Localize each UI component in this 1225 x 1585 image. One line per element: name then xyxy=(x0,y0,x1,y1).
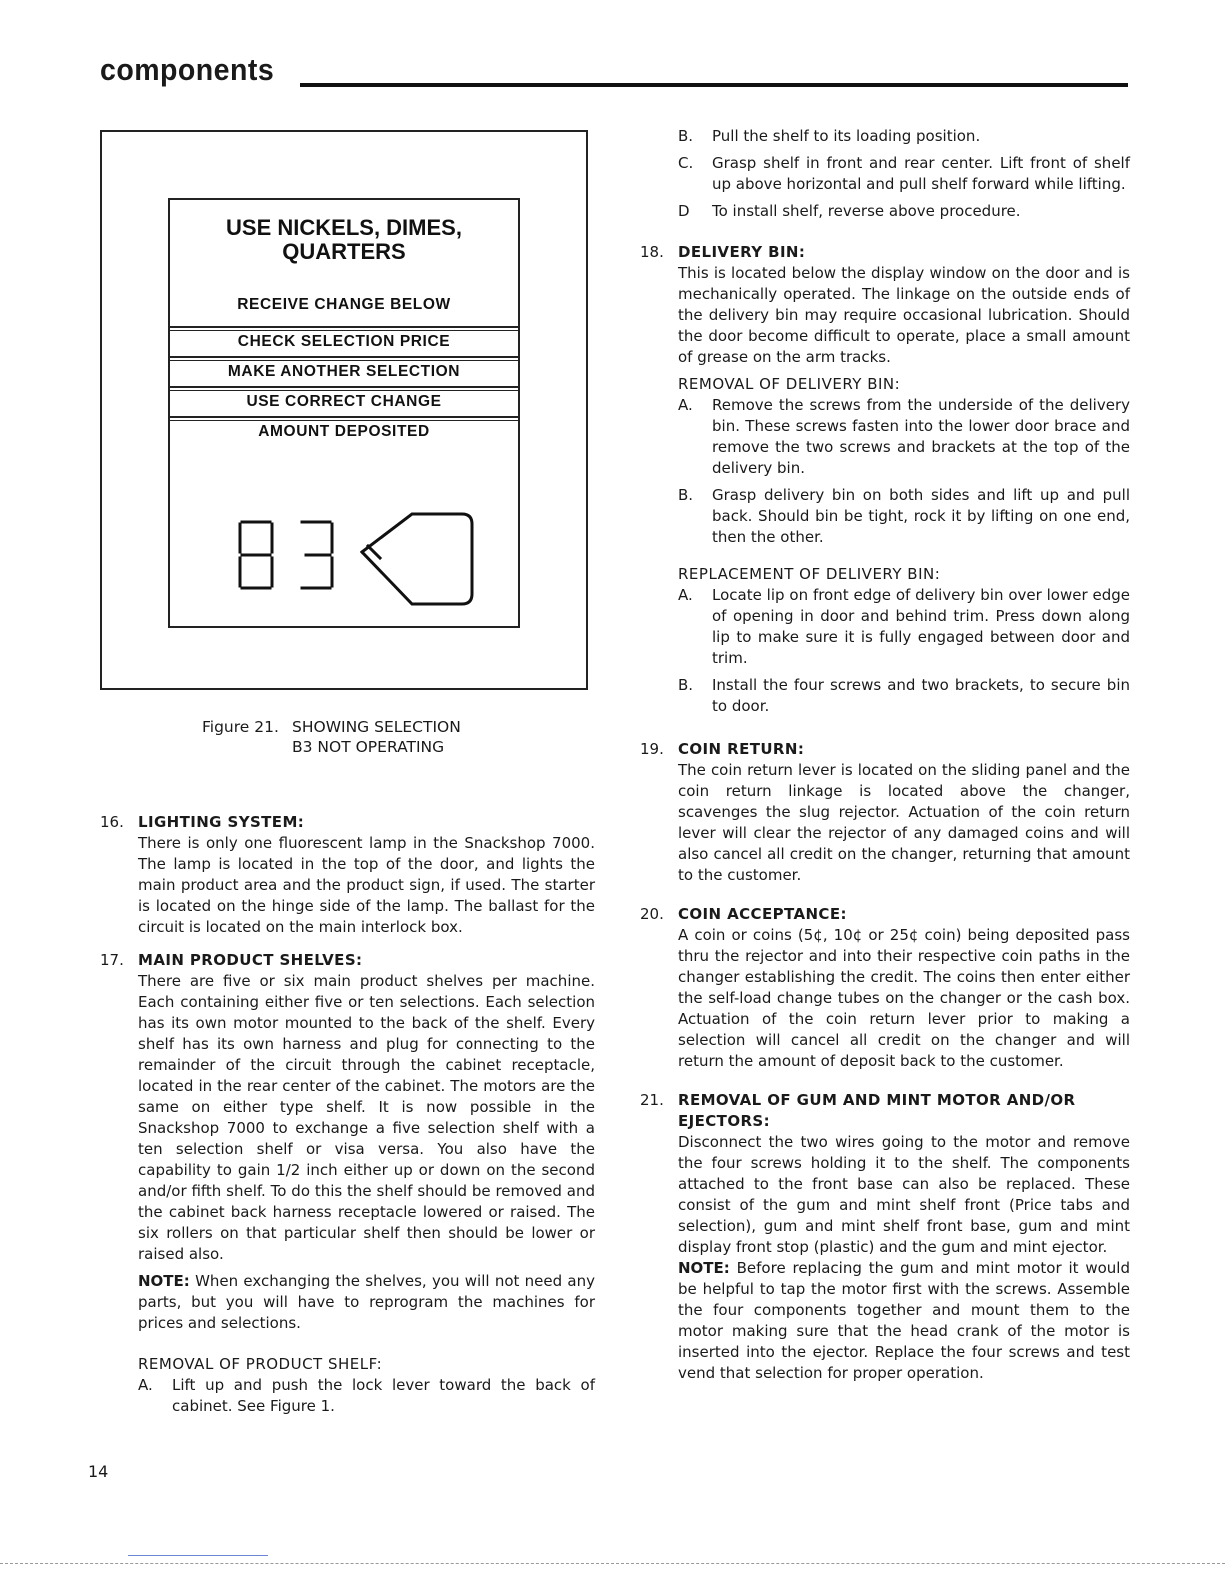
step-text: Locate lip on front edge of delivery bin over lower edge of opening in door and behind trim. Press down along lip to make sure it is fully engaged between door and trim. xyxy=(712,586,1130,667)
panel-rule xyxy=(170,420,518,421)
section-heading: COIN RETURN: xyxy=(678,740,805,758)
step-text: Install the four screws and two brackets, to secure bin to door. xyxy=(712,676,1130,715)
section-heading: COIN ACCEPTANCE: xyxy=(678,905,847,923)
note-label: NOTE: xyxy=(678,1259,730,1277)
section-19 xyxy=(640,739,1130,886)
section-heading: MAIN PRODUCT SHELVES: xyxy=(138,951,363,969)
section-20 xyxy=(640,904,1130,1072)
page-number: 14 xyxy=(88,1462,109,1481)
section-17 xyxy=(100,950,595,1417)
section-17-continued xyxy=(640,126,1130,222)
section-heading: REMOVAL OF GUM AND MINT MOTOR AND/OR EJECTORS: xyxy=(678,1091,1076,1130)
procedure-step xyxy=(678,485,1130,548)
scan-edge-line xyxy=(0,1563,1225,1564)
section-heading: DELIVERY BIN: xyxy=(678,243,806,261)
procedure-step xyxy=(678,585,1130,669)
section-number: 16. xyxy=(100,813,124,831)
step-text: Grasp delivery bin on both sides and lift up and pull back. Should bin be tight, rock it by lifting on one end, then the other. xyxy=(712,486,1130,546)
header-rule xyxy=(300,83,1128,87)
step-text: Grasp shelf in front and rear center. Lift front of shelf up above horizontal and pull shelf forward while lifting. xyxy=(712,154,1130,193)
section-heading: LIGHTING SYSTEM: xyxy=(138,813,305,831)
panel-row-amount-deposited: AMOUNT DEPOSITED xyxy=(258,423,430,440)
note-paragraph xyxy=(138,1271,595,1334)
panel-title: USE NICKELS, DIMES, QUARTERS xyxy=(226,215,462,264)
step-letter: B. xyxy=(678,127,694,145)
paragraph: There is only one fluorescent lamp in the Snackshop 7000. The lamp is located in the top of the door, and lights the main product area and the product sign, if used. The starter is located on the hinge side of the lamp. The ballast for the circuit is located on the main interlock box. xyxy=(138,834,595,936)
caption-line: SHOWING SELECTION xyxy=(292,718,461,736)
coin-panel-illustration xyxy=(168,198,520,628)
panel-row-receive-change: RECEIVE CHANGE BELOW xyxy=(237,296,451,313)
step-letter: C. xyxy=(678,154,694,172)
panel-row-correct-change: USE CORRECT CHANGE xyxy=(246,393,442,410)
figure-caption xyxy=(202,717,461,757)
note-text: Before replacing the gum and mint motor it would be helpful to tap the motor first with the screws. Assemble the four components together and mount them to the motor making sure that the head crank of the motor is inserted into the ejector. Replace the four screws and test vend that selection for proper operation. xyxy=(678,1259,1130,1382)
panel-rule xyxy=(170,356,518,358)
paragraph: The coin return lever is located on the sliding panel and the coin return linkage is located above the changer, scavenges the slug rejector. Actuation of the coin return lever will clear the rejector of any damaged coins and will also cancel all credit on the changer, returning that amount to the customer. xyxy=(678,761,1130,884)
right-column xyxy=(640,126,1130,1384)
procedure-step xyxy=(678,675,1130,717)
step-letter: D xyxy=(678,202,690,220)
paragraph: There are five or six main product shelves per machine. Each containing either five or ten selections. Each selection has its own motor mounted to the back of the shelf. Every shelf has its own harness and plug for connecting to the remainder of the circuit through the cabinet receptacle, located in the rear center of the cabinet. The motors are the same on either type shelf. It is now possible in the Snackshop 7000 to exchange a five selection shelf with a ten selection shelf or visa versa. You also have the capability to gain 1/2 inch either up or down on the second and/or fifth shelf. To do this the shelf should be removed and the cabinet back harness receptacle lowered or raised. The six rollers on that particular shelf then should be lower or raised also. xyxy=(138,972,595,1263)
note-paragraph xyxy=(678,1258,1130,1384)
step-letter: A. xyxy=(678,396,693,414)
section-number: 18. xyxy=(640,243,664,261)
procedure-step xyxy=(678,126,1130,147)
caption-label: Figure 21. xyxy=(202,718,279,736)
seven-segment-display-icon xyxy=(230,508,480,618)
step-letter: B. xyxy=(678,486,694,504)
paragraph: This is located below the display window on the door and is mechanically operated. The linkage on the outside ends of the delivery bin may require occasional lubrication. Should the door become difficult to operate, place a small amount of grease on the arm tracks. xyxy=(678,264,1130,366)
subsection-heading: REMOVAL OF PRODUCT SHELF: xyxy=(138,1355,383,1373)
section-number: 17. xyxy=(100,951,124,969)
section-title: components xyxy=(100,52,275,87)
section-18 xyxy=(640,242,1130,717)
scan-edge-mark xyxy=(128,1555,268,1556)
step-letter: A. xyxy=(138,1376,153,1394)
caption-line: B3 NOT OPERATING xyxy=(292,738,445,756)
panel-rule xyxy=(170,330,518,331)
step-text: Remove the screws from the underside of the delivery bin. These screws fasten into the lower door brace and remove the two screws and brackets at the top of the delivery bin. xyxy=(712,396,1130,477)
panel-rule xyxy=(170,416,518,418)
step-letter: A. xyxy=(678,586,693,604)
step-text: Pull the shelf to its loading position. xyxy=(712,127,981,145)
note-label: NOTE: xyxy=(138,1272,190,1290)
step-letter: B. xyxy=(678,676,694,694)
panel-row-check-price: CHECK SELECTION PRICE xyxy=(237,333,451,350)
subsection-heading: REPLACEMENT OF DELIVERY BIN: xyxy=(678,565,941,583)
paragraph: Disconnect the two wires going to the motor and remove the four screws holding it to the shelf. The components attached to the front base can also be replaced. These consist of the gum and mint shelf front (Price tabs and selection), gum and mint shelf front base, gum and mint display front stop (plastic) and the gum and mint ejector. xyxy=(678,1133,1130,1256)
note-text: When exchanging the shelves, you will not need any parts, but you will have to reprogram the machines for prices and selections. xyxy=(138,1272,595,1332)
section-16 xyxy=(100,812,595,938)
section-number: 19. xyxy=(640,740,664,758)
panel-rule xyxy=(170,390,518,391)
section-number: 21. xyxy=(640,1091,664,1109)
step-text: To install shelf, reverse above procedure. xyxy=(712,202,1021,220)
panel-rule xyxy=(170,326,518,328)
procedure-step xyxy=(138,1375,595,1417)
subsection-heading: REMOVAL OF DELIVERY BIN: xyxy=(678,375,901,393)
panel-rule xyxy=(170,386,518,388)
panel-row-another-selection: MAKE ANOTHER SELECTION xyxy=(227,363,461,380)
procedure-step xyxy=(678,201,1130,222)
procedure-step xyxy=(678,395,1130,479)
left-column xyxy=(100,812,595,1417)
paragraph: A coin or coins (5¢, 10¢ or 25¢ coin) being deposited pass thru the rejector and into their respective coin paths in the changer establishing the credit. The coins then enter either the self-load change tubes on the changer or the cash box. Actuation of the coin return lever prior to making a selection will cancel all credit on the changer and will return the amount of deposit back to the customer. xyxy=(678,926,1130,1070)
panel-rule xyxy=(170,360,518,361)
step-text: Lift up and push the lock lever toward the back of cabinet. See Figure 1. xyxy=(172,1376,595,1415)
section-number: 20. xyxy=(640,905,664,923)
section-21 xyxy=(640,1090,1130,1384)
procedure-step xyxy=(678,153,1130,195)
